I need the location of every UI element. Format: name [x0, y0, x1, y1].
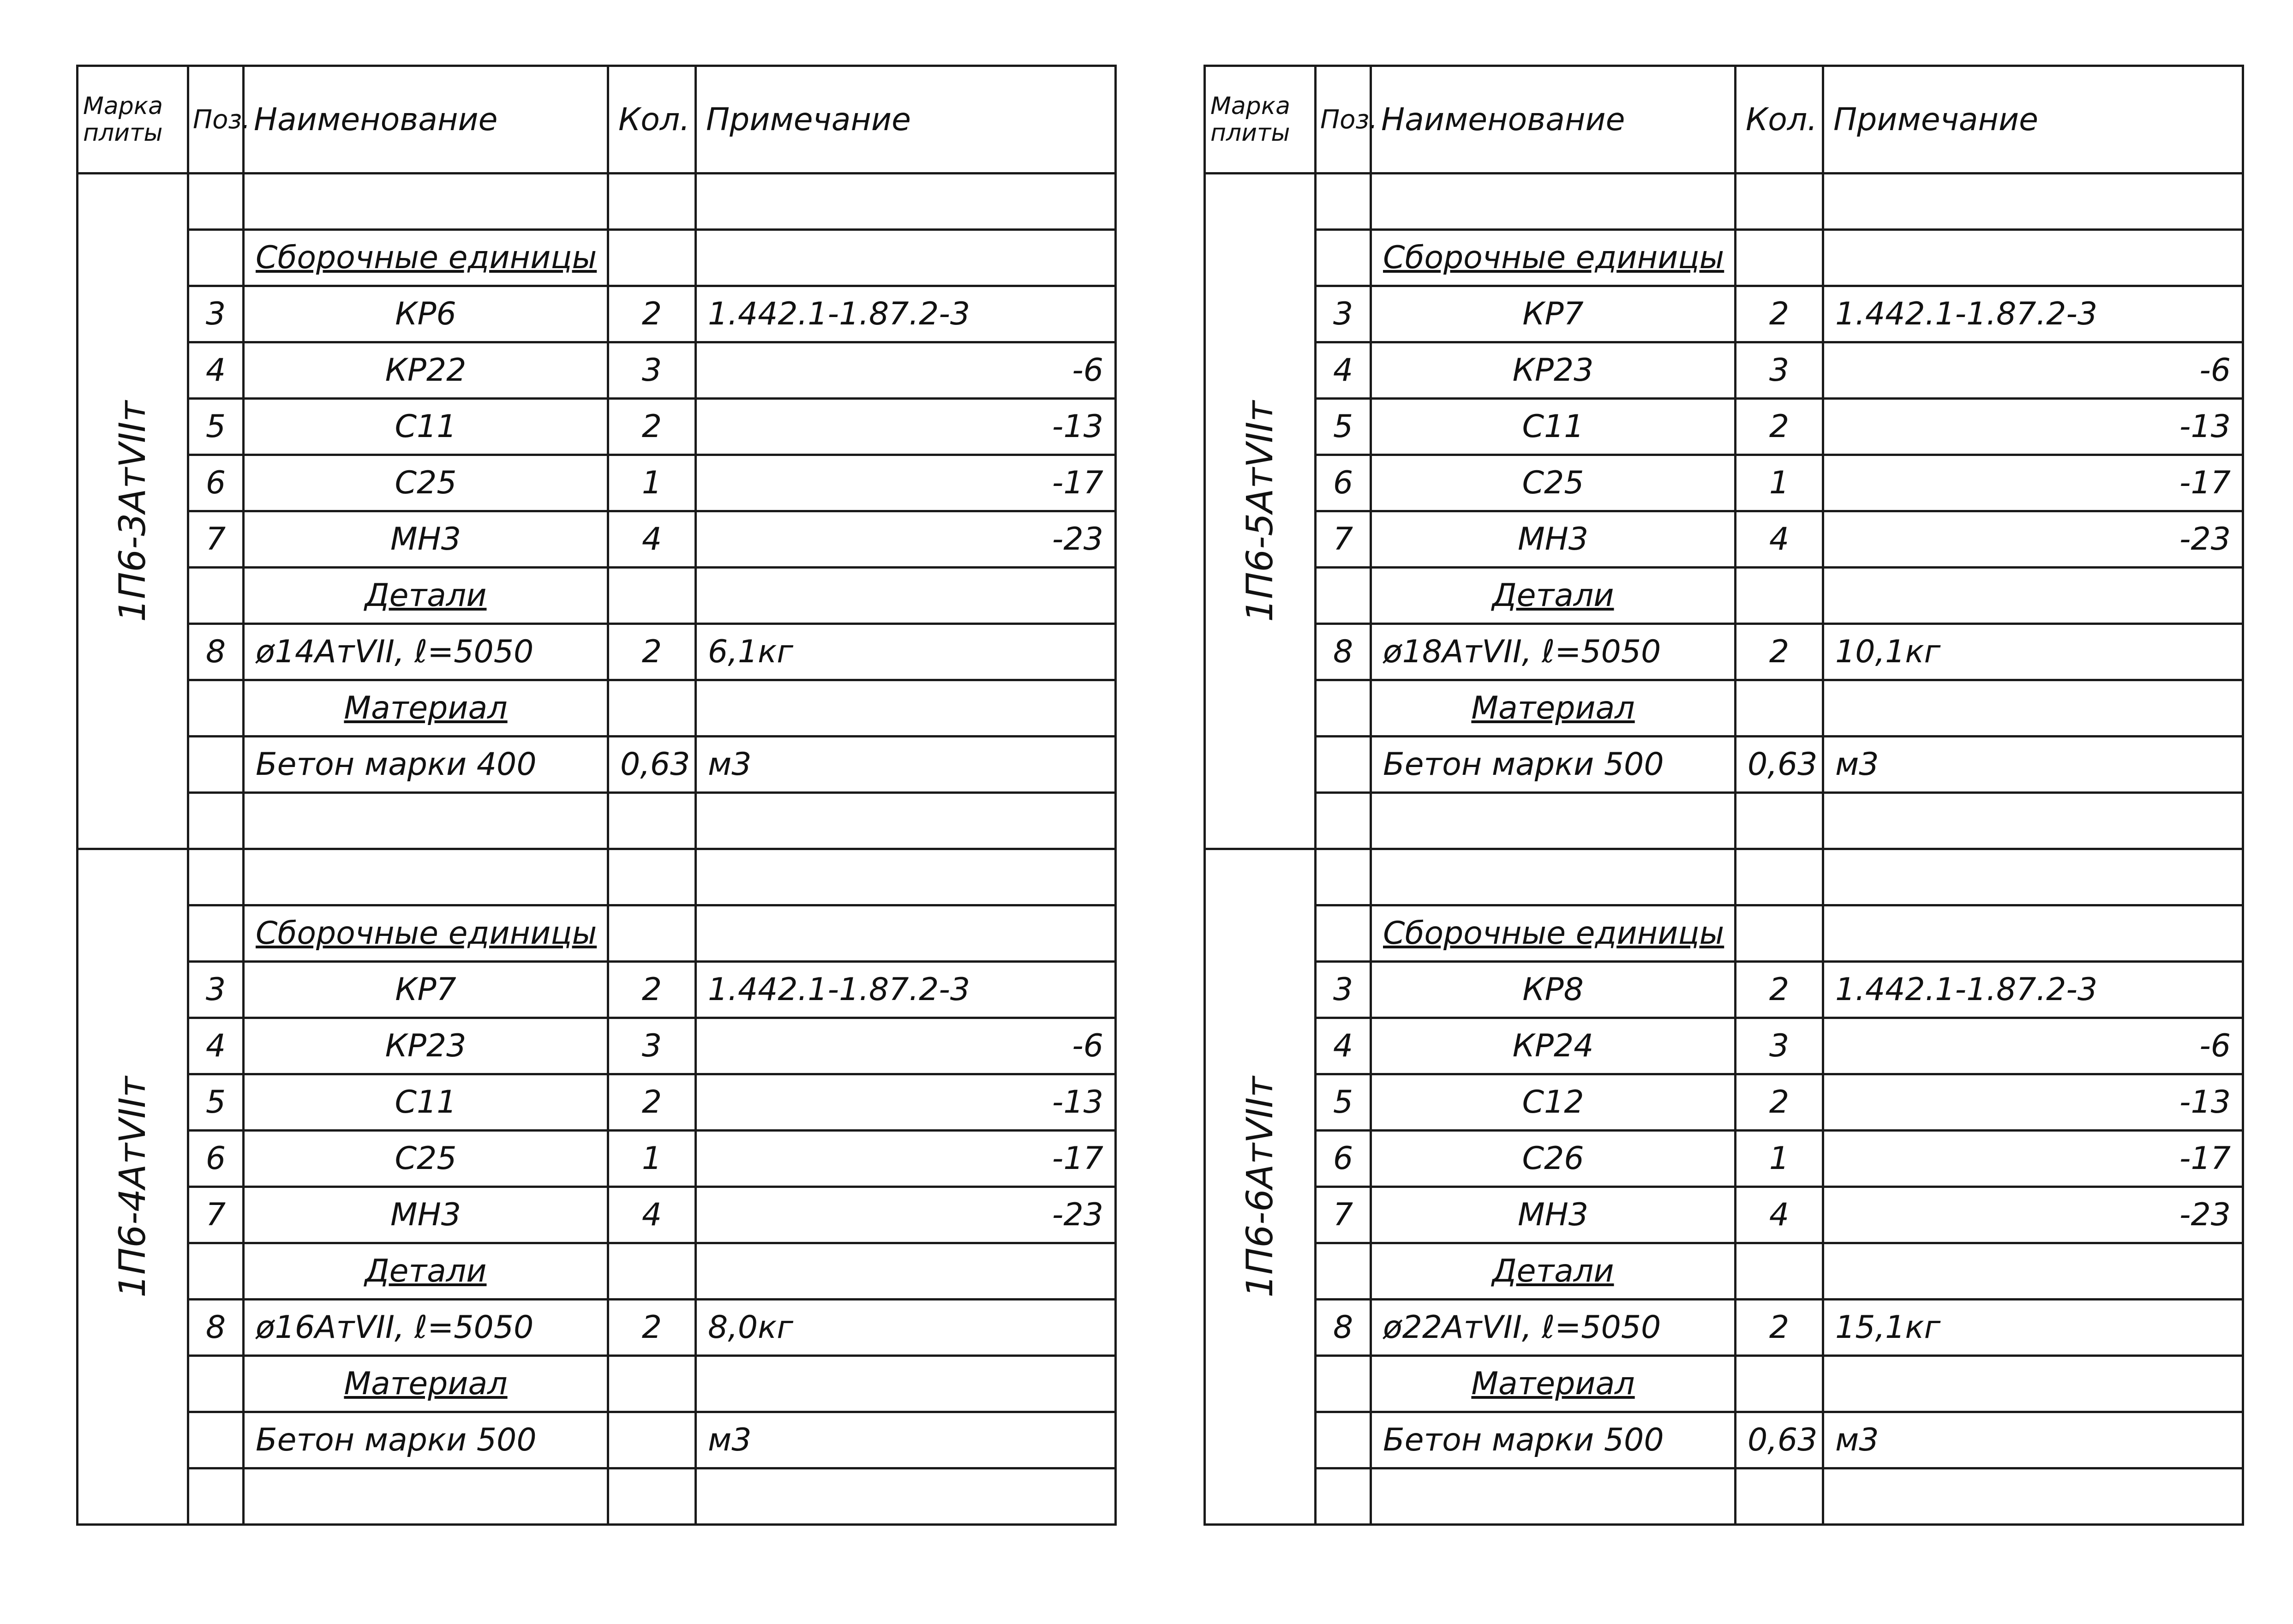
- empty-cell: [244, 174, 608, 230]
- empty-cell: [188, 680, 244, 737]
- empty-cell: [1316, 1468, 1371, 1525]
- empty-cell: [696, 1356, 1116, 1412]
- table-row: [78, 1356, 1116, 1412]
- pos-cell: 7: [188, 511, 244, 568]
- table-row: [1205, 455, 2243, 511]
- table-row: [1205, 1131, 2243, 1187]
- table-row: [78, 230, 1116, 286]
- pos-cell: 5: [188, 1074, 244, 1131]
- empty-cell: [608, 680, 696, 737]
- pos-cell: 4: [1316, 342, 1371, 399]
- name-cell: КР8: [1371, 962, 1736, 1018]
- pos-cell: 3: [1316, 962, 1371, 1018]
- name-cell: ø22AтVII, ℓ=5050: [1371, 1300, 1736, 1356]
- section-heading: Сборочные единицы: [1371, 230, 1736, 286]
- note-cell: м3: [696, 737, 1116, 793]
- table-row: [78, 737, 1116, 793]
- name-cell: МН3: [1371, 511, 1736, 568]
- qty-cell: 2: [1736, 962, 1823, 1018]
- qty-cell: 4: [1736, 1187, 1823, 1243]
- empty-cell: [696, 905, 1116, 962]
- pos-cell: 8: [188, 624, 244, 680]
- qty-cell: 2: [608, 962, 696, 1018]
- section-heading: Детали: [1371, 1243, 1736, 1300]
- table-row: [78, 1074, 1116, 1131]
- note-cell: -17: [1823, 455, 2243, 511]
- empty-cell: [608, 174, 696, 230]
- name-cell: МН3: [1371, 1187, 1736, 1243]
- empty-cell: [188, 793, 244, 849]
- pos-cell: 6: [1316, 455, 1371, 511]
- spec-table-left: [76, 65, 1114, 1526]
- table-row: [78, 962, 1116, 1018]
- note-cell: 8,0кг: [696, 1300, 1116, 1356]
- qty-cell: 3: [1736, 1018, 1823, 1074]
- empty-cell: [1736, 793, 1823, 849]
- note-cell: 10,1кг: [1823, 624, 2243, 680]
- name-cell: Бетон марки 500: [1371, 737, 1736, 793]
- empty-cell: [1823, 905, 2243, 962]
- table-row: [78, 174, 1116, 230]
- note-cell: м3: [1823, 737, 2243, 793]
- empty-cell: [608, 793, 696, 849]
- header-qty: Кол.: [608, 66, 696, 174]
- table-row: [78, 399, 1116, 455]
- table-row: [1205, 1356, 2243, 1412]
- note-cell: 1.442.1-1.87.2-3: [1823, 286, 2243, 342]
- qty-cell: 1: [608, 455, 696, 511]
- section-heading: Детали: [1371, 568, 1736, 624]
- empty-cell: [188, 1243, 244, 1300]
- table-row: [1205, 230, 2243, 286]
- plate-mark: 1П6-6AтVIIт: [1239, 1076, 1281, 1298]
- name-cell: КР23: [1371, 342, 1736, 399]
- pos-cell: 4: [1316, 1018, 1371, 1074]
- section-heading: Сборочные единицы: [244, 230, 608, 286]
- empty-cell: [608, 230, 696, 286]
- qty-cell: 1: [1736, 1131, 1823, 1187]
- note-cell: -17: [696, 1131, 1116, 1187]
- table-row: [78, 1300, 1116, 1356]
- table-row: [1205, 905, 2243, 962]
- empty-cell: [1371, 174, 1736, 230]
- name-cell: ø18AтVII, ℓ=5050: [1371, 624, 1736, 680]
- name-cell: КР6: [244, 286, 608, 342]
- table-row: [1205, 342, 2243, 399]
- name-cell: ø14AтVII, ℓ=5050: [244, 624, 608, 680]
- empty-cell: [188, 230, 244, 286]
- name-cell: С11: [244, 399, 608, 455]
- empty-cell: [1823, 1356, 2243, 1412]
- qty-cell: 2: [608, 1074, 696, 1131]
- empty-cell: [1371, 1468, 1736, 1525]
- table-row: [1205, 737, 2243, 793]
- empty-cell: [608, 1468, 696, 1525]
- qty-cell: 2: [1736, 399, 1823, 455]
- empty-cell: [1736, 680, 1823, 737]
- empty-cell: [244, 849, 608, 905]
- plate-mark-cell: [1205, 849, 1316, 1525]
- empty-cell: [1736, 568, 1823, 624]
- note-cell: 1.442.1-1.87.2-3: [696, 962, 1116, 1018]
- qty-cell: 3: [608, 342, 696, 399]
- note-cell: 1.442.1-1.87.2-3: [1823, 962, 2243, 1018]
- qty-cell: 2: [1736, 1300, 1823, 1356]
- note-cell: -23: [1823, 1187, 2243, 1243]
- name-cell: КР23: [244, 1018, 608, 1074]
- qty-cell: 3: [608, 1018, 696, 1074]
- empty-cell: [188, 568, 244, 624]
- plate-mark: 1П6-5AтVIIт: [1239, 400, 1281, 622]
- header-note: Примечание: [1823, 66, 2243, 174]
- table-row: [78, 342, 1116, 399]
- table-row: [78, 511, 1116, 568]
- empty-cell: [696, 230, 1116, 286]
- note-cell: -6: [696, 342, 1116, 399]
- qty-cell: 0,63: [608, 737, 696, 793]
- section-heading: Детали: [244, 568, 608, 624]
- name-cell: КР24: [1371, 1018, 1736, 1074]
- empty-cell: [696, 1243, 1116, 1300]
- name-cell: С25: [244, 455, 608, 511]
- empty-cell: [608, 905, 696, 962]
- table-row: [1205, 1468, 2243, 1525]
- note-cell: 1.442.1-1.87.2-3: [696, 286, 1116, 342]
- empty-cell: [1736, 1468, 1823, 1525]
- table-row: [78, 793, 1116, 849]
- pos-cell: 4: [188, 1018, 244, 1074]
- table-row: [78, 1187, 1116, 1243]
- empty-cell: [188, 1468, 244, 1525]
- section-heading: Материал: [244, 680, 608, 737]
- qty-cell: 2: [1736, 1074, 1823, 1131]
- pos-cell: 8: [1316, 1300, 1371, 1356]
- table-row: [78, 455, 1116, 511]
- table-row: [78, 568, 1116, 624]
- spec-table-right: [1203, 65, 2242, 1526]
- table-row: [1205, 1018, 2243, 1074]
- empty-cell: [1823, 174, 2243, 230]
- empty-cell: [1823, 680, 2243, 737]
- table-row: [78, 1243, 1116, 1300]
- empty-cell: [1316, 1412, 1371, 1468]
- empty-cell: [1823, 793, 2243, 849]
- name-cell: Бетон марки 400: [244, 737, 608, 793]
- note-cell: -23: [1823, 511, 2243, 568]
- pos-cell: 8: [188, 1300, 244, 1356]
- header-row: [1205, 66, 2243, 174]
- qty-cell: 0,63: [1736, 1412, 1823, 1468]
- table-row: [1205, 793, 2243, 849]
- header-pos: Поз.: [1316, 66, 1371, 174]
- table-row: [78, 1412, 1116, 1468]
- table-row: [1205, 849, 2243, 905]
- qty-cell: 3: [1736, 342, 1823, 399]
- table-row: [1205, 680, 2243, 737]
- pos-cell: 6: [188, 455, 244, 511]
- empty-cell: [1736, 905, 1823, 962]
- note-cell: -6: [1823, 342, 2243, 399]
- plate-mark-cell: [1205, 174, 1316, 849]
- empty-cell: [188, 737, 244, 793]
- empty-cell: [1736, 849, 1823, 905]
- name-cell: С25: [1371, 455, 1736, 511]
- empty-cell: [244, 793, 608, 849]
- pos-cell: 8: [1316, 624, 1371, 680]
- qty-cell: 0,63: [1736, 737, 1823, 793]
- name-cell: КР22: [244, 342, 608, 399]
- name-cell: Бетон марки 500: [1371, 1412, 1736, 1468]
- header-qty: Кол.: [1736, 66, 1823, 174]
- spec-table: [76, 65, 1117, 1526]
- table-row: [1205, 568, 2243, 624]
- empty-cell: [1823, 230, 2243, 286]
- note-cell: м3: [1823, 1412, 2243, 1468]
- name-cell: С25: [244, 1131, 608, 1187]
- qty-cell: 2: [1736, 286, 1823, 342]
- pos-cell: 7: [1316, 1187, 1371, 1243]
- header-row: [78, 66, 1116, 174]
- pos-cell: 3: [188, 962, 244, 1018]
- empty-cell: [1316, 680, 1371, 737]
- table-row: [78, 849, 1116, 905]
- pos-cell: 3: [188, 286, 244, 342]
- pos-cell: 6: [188, 1131, 244, 1187]
- name-cell: Бетон марки 500: [244, 1412, 608, 1468]
- section-heading: Сборочные единицы: [1371, 905, 1736, 962]
- empty-cell: [188, 174, 244, 230]
- section-heading: Материал: [1371, 1356, 1736, 1412]
- name-cell: С12: [1371, 1074, 1736, 1131]
- plate-mark-cell: [78, 174, 188, 849]
- pos-cell: 3: [1316, 286, 1371, 342]
- table-row: [1205, 286, 2243, 342]
- note-cell: 6,1кг: [696, 624, 1116, 680]
- qty-cell: 2: [608, 399, 696, 455]
- pos-cell: 5: [1316, 399, 1371, 455]
- table-row: [1205, 1300, 2243, 1356]
- qty-cell: 2: [608, 286, 696, 342]
- qty-cell: 2: [608, 1300, 696, 1356]
- empty-cell: [696, 1468, 1116, 1525]
- qty-cell: 2: [608, 624, 696, 680]
- plate-mark-cell: [78, 849, 188, 1525]
- empty-cell: [1316, 174, 1371, 230]
- header-mark: Марка плиты: [1205, 66, 1316, 174]
- empty-cell: [1736, 1243, 1823, 1300]
- name-cell: ø16AтVII, ℓ=5050: [244, 1300, 608, 1356]
- header-name: Наименование: [244, 66, 608, 174]
- empty-cell: [696, 568, 1116, 624]
- name-cell: КР7: [1371, 286, 1736, 342]
- table-row: [1205, 1187, 2243, 1243]
- empty-cell: [1316, 849, 1371, 905]
- note-cell: -13: [1823, 1074, 2243, 1131]
- name-cell: МН3: [244, 1187, 608, 1243]
- section-heading: Сборочные единицы: [244, 905, 608, 962]
- table-row: [78, 1018, 1116, 1074]
- empty-cell: [1371, 793, 1736, 849]
- note-cell: -13: [1823, 399, 2243, 455]
- empty-cell: [1371, 849, 1736, 905]
- header-mark: Марка плиты: [78, 66, 188, 174]
- pos-cell: 4: [188, 342, 244, 399]
- table-row: [78, 1468, 1116, 1525]
- note-cell: 15,1кг: [1823, 1300, 2243, 1356]
- empty-cell: [1823, 1468, 2243, 1525]
- table-row: [78, 1131, 1116, 1187]
- header-pos: Поз.: [188, 66, 244, 174]
- empty-cell: [188, 1412, 244, 1468]
- qty-cell: 4: [608, 1187, 696, 1243]
- pos-cell: 6: [1316, 1131, 1371, 1187]
- empty-cell: [696, 793, 1116, 849]
- empty-cell: [608, 1243, 696, 1300]
- empty-cell: [244, 1468, 608, 1525]
- empty-cell: [1823, 568, 2243, 624]
- empty-cell: [1736, 174, 1823, 230]
- plate-mark: 1П6-3AтVIIт: [112, 400, 154, 622]
- name-cell: С26: [1371, 1131, 1736, 1187]
- name-cell: С11: [244, 1074, 608, 1131]
- empty-cell: [608, 849, 696, 905]
- empty-cell: [1316, 1243, 1371, 1300]
- table-row: [1205, 399, 2243, 455]
- name-cell: МН3: [244, 511, 608, 568]
- empty-cell: [188, 905, 244, 962]
- empty-cell: [696, 680, 1116, 737]
- qty-cell: 4: [1736, 511, 1823, 568]
- note-cell: -13: [696, 1074, 1116, 1131]
- empty-cell: [1316, 905, 1371, 962]
- empty-cell: [608, 1356, 696, 1412]
- qty-cell: 4: [608, 511, 696, 568]
- empty-cell: [1316, 1356, 1371, 1412]
- note-cell: -6: [1823, 1018, 2243, 1074]
- note-cell: -6: [696, 1018, 1116, 1074]
- empty-cell: [696, 849, 1116, 905]
- pos-cell: 7: [188, 1187, 244, 1243]
- qty-cell: 2: [1736, 624, 1823, 680]
- note-cell: -23: [696, 511, 1116, 568]
- note-cell: -17: [1823, 1131, 2243, 1187]
- name-cell: КР7: [244, 962, 608, 1018]
- pos-cell: 5: [188, 399, 244, 455]
- table-row: [1205, 624, 2243, 680]
- qty-cell: [608, 1412, 696, 1468]
- note-cell: -17: [696, 455, 1116, 511]
- empty-cell: [1823, 1243, 2243, 1300]
- section-heading: Материал: [244, 1356, 608, 1412]
- empty-cell: [1823, 849, 2243, 905]
- pos-cell: 5: [1316, 1074, 1371, 1131]
- header-name: Наименование: [1371, 66, 1736, 174]
- table-row: [1205, 174, 2243, 230]
- table-row: [1205, 1412, 2243, 1468]
- empty-cell: [1316, 737, 1371, 793]
- empty-cell: [188, 1356, 244, 1412]
- plate-mark: 1П6-4AтVIIт: [112, 1076, 154, 1298]
- empty-cell: [188, 849, 244, 905]
- section-heading: Детали: [244, 1243, 608, 1300]
- table-row: [1205, 1243, 2243, 1300]
- qty-cell: 1: [608, 1131, 696, 1187]
- table-row: [78, 905, 1116, 962]
- table-row: [78, 624, 1116, 680]
- table-row: [1205, 511, 2243, 568]
- empty-cell: [1316, 230, 1371, 286]
- empty-cell: [1316, 793, 1371, 849]
- note-cell: м3: [696, 1412, 1116, 1468]
- pos-cell: 7: [1316, 511, 1371, 568]
- section-heading: Материал: [1371, 680, 1736, 737]
- note-cell: -23: [696, 1187, 1116, 1243]
- spec-table: [1203, 65, 2244, 1526]
- empty-cell: [1736, 230, 1823, 286]
- note-cell: -13: [696, 399, 1116, 455]
- table-row: [78, 286, 1116, 342]
- name-cell: С11: [1371, 399, 1736, 455]
- header-note: Примечание: [696, 66, 1116, 174]
- empty-cell: [608, 568, 696, 624]
- table-row: [1205, 1074, 2243, 1131]
- table-row: [78, 680, 1116, 737]
- empty-cell: [1316, 568, 1371, 624]
- qty-cell: 1: [1736, 455, 1823, 511]
- table-row: [1205, 962, 2243, 1018]
- empty-cell: [696, 174, 1116, 230]
- empty-cell: [1736, 1356, 1823, 1412]
